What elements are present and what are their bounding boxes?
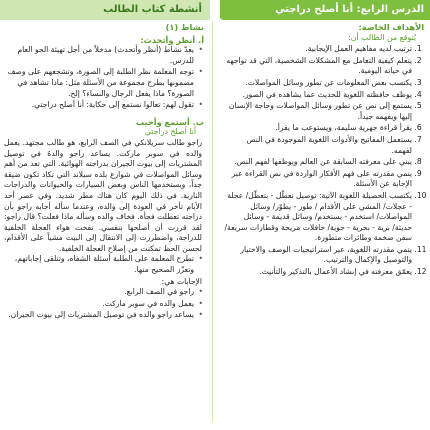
objective-item: 8. يبني على معرفته السابقة عن العالم ويوظفها لفهم النص. xyxy=(224,157,412,168)
objectives-heading: الأهداف الخاصة: xyxy=(358,22,424,32)
story-title: أنا أصلح دراجتي xyxy=(144,127,196,137)
part-a-heading: أ. أنظر وأتحدث: xyxy=(140,34,204,45)
objective-item: 10. يكتسب الحصيلة اللغوية الآتية: توصيل تعطّل - بتعطّل/ عجلة - عجلات/ المشي على الأقدام / طور - يطوّر/ وسائل المواصلات/ استخدم - يستخدم/ وسائل قديمة - وسائل حديثة/ برية - بحرية - جوية/ حافلات مريحة وقطارات سريعة/ سفن ضخمة وطائرات متطورة. xyxy=(224,191,412,244)
answer-item: • يعمل والده في سوبر ماركت. xyxy=(4,299,194,310)
list-item: • تقول لهم: تعالوا نستمع إلى حكاية: أنا أصلح دراجتي. xyxy=(4,100,194,111)
objective-item: 12. يعمّق معرفته في إنشاد الأعمال بالتذكير والتأنيث. xyxy=(224,267,412,278)
lesson-column xyxy=(220,0,430,430)
part-a-list xyxy=(0,45,210,111)
activity-number: نشاط (١) xyxy=(165,22,204,32)
list-item: • يعدّ نشاط (أنظر وأتحدث) مدخلاً من أجل تهيئة الجو العام للدرس. xyxy=(4,45,194,66)
objective-item: 3. يكتسب بعض المعلومات عن تطور وسائل المواصلات. xyxy=(224,78,412,89)
activities-banner: أنشطة كتاب الطالب xyxy=(0,0,210,20)
answers-list xyxy=(0,287,210,321)
lesson-title-banner: الدرس الرابع: أنا أصلح دراجتي xyxy=(220,0,430,20)
objective-item: 2. يتعلم كيفية التعامل مع المشكلات الشخصية، التي قد تواجهه في حياته اليومية. xyxy=(224,56,412,77)
answers-heading: الإجابات هي: xyxy=(161,276,202,286)
story-text: راجو طالب سريلانكي في الصف الرابع، هو طالب مجتهد. يعمل والده في سوبر ماركت. يساعد راجو والدهُ في توصيل المشتريات إلى بيوت الجيران بدراجته الهوائية. التي تعد من أهم وسائل المواصلات في شوارع بلده سيلاند التي تكاد تكون ضيقة جداً، ويستخدمها الناس وبعض السيارات والحيوانات والدراجات النارية. في ذلك اليوم كان هناك مطر شديد. وفي عصر أحد الأيام تأخر في العودة إلى والده، وعندما سأله أجابه راجو بأن دراجته تعطلت فجأة. فخاف والده وسأله ماذا فعلت؟ قال راجو: لقد قررت أن أصلحها بنفسي. نفخت هواء العجلة الخلفية للدراجة، واضطررت إلى الانتقال إلى البيت مشياً على الأقدام، لحسن الحظ تمكنت من إصلاح العجلة الخلفية. xyxy=(4,137,202,253)
objective-item: 1. ترتيب لديه مفاهيم العمل الإيجابية. xyxy=(224,44,412,55)
part-b-list xyxy=(0,254,210,275)
objective-item: 5. يستمع إلى نص عن تطور وسائل المواصلات وحاجة الإنسان إليها ويفهمه جيداً. xyxy=(224,101,412,122)
column-divider xyxy=(212,22,213,422)
list-item: • تطرح المعلمة على الطلبة أسئلة الشفاه، وتتلقى إجاباتهم، وتعزّز الصحيح منها. xyxy=(4,254,194,275)
objective-item: 4. يوظف حافظته اللغوية للحديث عما يشاهده في الصور. xyxy=(224,90,412,101)
answer-item: • يساعد راجو والده في توصيل المشتريات إلى بيوت الجيران. xyxy=(4,310,194,321)
answer-item: • راجو في الصف الرابع. xyxy=(4,287,194,298)
objective-item: 7. يستعمل المفاتيح والأدوات اللغوية الموجودة في النص لفهمه. xyxy=(224,135,412,156)
objectives-list xyxy=(220,44,430,277)
list-item: • توجه المعلمة نظر الطلبة إلى الصورة، وتشجعهم على وصف مضمونها بطرح مجموعة من الأسئلة مثل: ماذا تشاهد في الصورة؟ ماذا يفعل الرجال والنساء؟ إلخ. xyxy=(4,67,194,99)
objective-item: 6. يقرأ قراءة جهرية سليمة، ويستوعب ما يقرأ. xyxy=(224,123,412,134)
objective-item: 9. ينمي مقدرته على فهم الأفكار الواردة في نص القراءة عبر الإجابة عن الأسئلة. xyxy=(224,169,412,190)
part-b-heading: ب. أستمع وأجيب xyxy=(135,116,204,127)
objectives-subheading: يُتوقع من الطالب أن: xyxy=(348,32,416,42)
activities-column xyxy=(0,0,210,430)
objective-item: 11. ينمي مقدرته اللغوية، عبر استراتيجيات الوصف والاختيار والتوصيل والإكمال والترتيب. xyxy=(224,245,412,266)
